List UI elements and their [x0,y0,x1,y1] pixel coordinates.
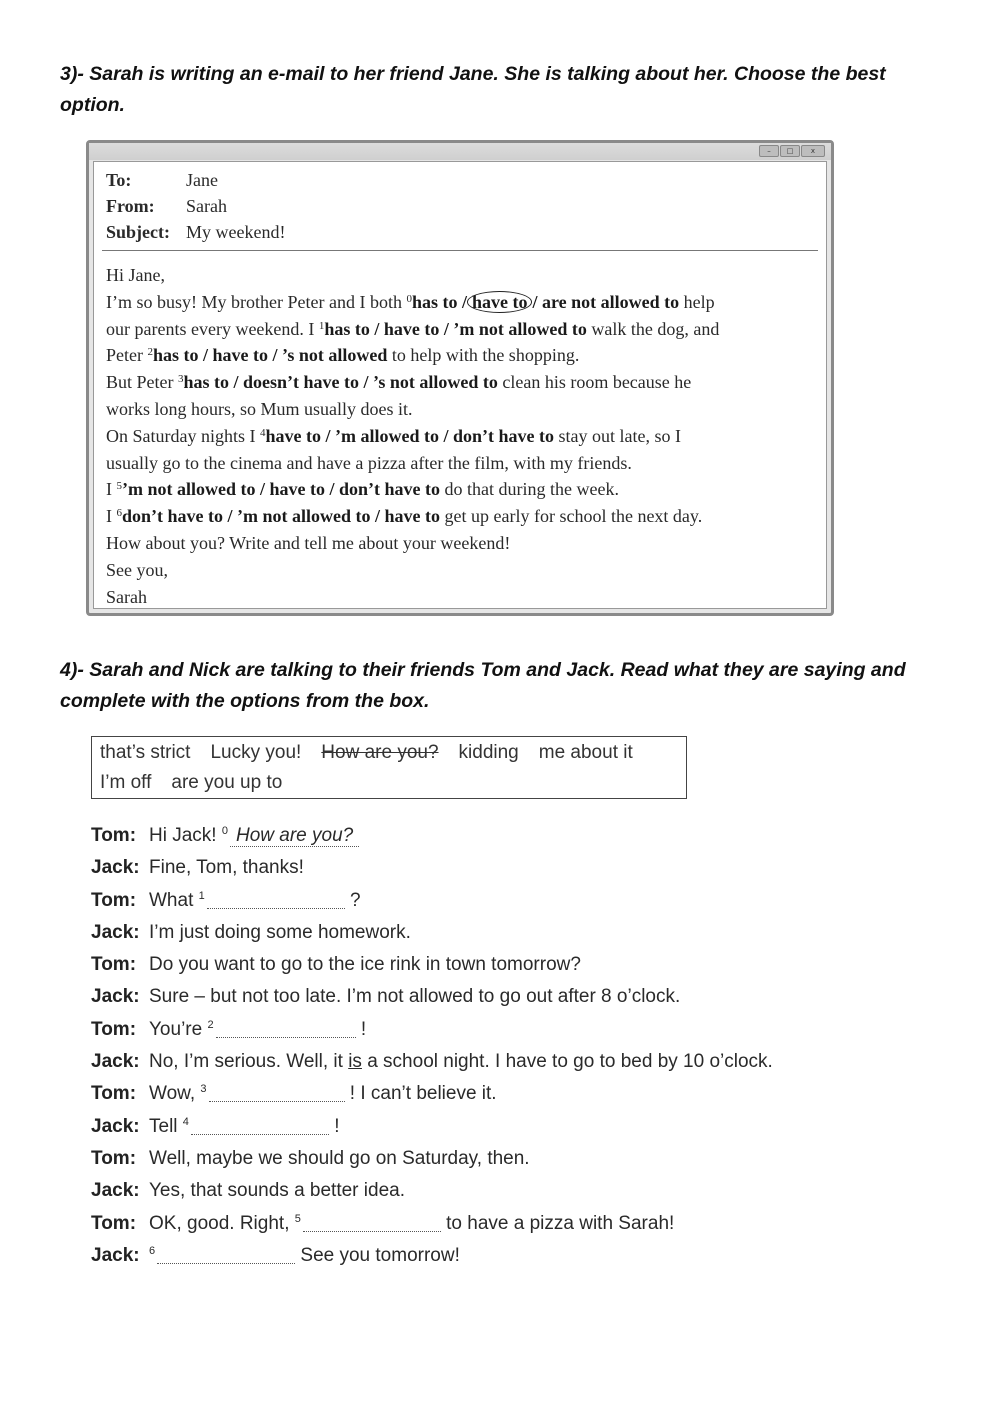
maximize-icon[interactable]: □ [780,145,800,157]
dialogue-line [91,1143,831,1175]
email-from-label: From: [106,196,155,216]
close-icon[interactable]: x [801,145,825,157]
option-group: has to / [411,291,467,312]
dialogue-line [91,820,831,852]
text: You’re [149,1018,208,1040]
text: to help with the shopping. [387,345,580,366]
line-text: Yes, that sounds a better idea. [149,1180,405,1202]
option-group[interactable]: ’m not allowed to / have to / don’t have to [122,479,440,500]
email-window [86,140,834,616]
item-number: 0 [406,292,412,305]
option-group[interactable]: has to / doesn’t have to / ’s not allowed to [183,372,498,393]
text: I [106,479,117,500]
dialogue-line [91,1014,831,1046]
speaker: Tom: [91,825,137,846]
option-group[interactable]: has to / have to / ’s not allowed [152,345,388,366]
line-text: I’m just doing some homework. [149,921,411,943]
answer-blank[interactable] [209,1081,345,1102]
speaker: Tom: [91,889,137,911]
dialogue [91,820,831,1272]
email-greeting: Hi Jane, [106,265,165,285]
text: See you tomorrow! [295,1244,460,1266]
text: ! [328,1115,340,1137]
text: No, I’m serious. Well, it [149,1051,349,1073]
line-text: Do you want to go to the ice rink in town tomorrow? [149,954,581,976]
line-text: Fine, Tom, thanks! [149,857,304,879]
underlined-word: is [348,1051,362,1073]
item-number: 5 [116,480,122,493]
option-item[interactable]: are you up to [171,772,283,793]
speaker: Jack: [91,1115,140,1137]
speaker: Jack: [91,986,140,1008]
dialogue-line [91,1046,831,1078]
option-item[interactable]: that’s strict [100,742,191,763]
text: get up early for school the next day. [440,506,703,527]
email-from-value: Sarah [186,196,227,216]
text: I’m so busy! My brother Peter and I both [106,291,407,312]
email-line [106,423,826,450]
dialogue-line [91,1078,831,1110]
email-header-divider [102,250,818,251]
text: What [149,889,199,911]
circled-answer: have to [467,291,533,313]
dialogue-line [91,949,831,981]
text: walk the dog, and [586,318,720,339]
line-text [149,885,361,917]
email-from-row [106,196,227,217]
email-line [106,289,826,316]
option-group: / are not allowed to [532,291,680,312]
email-subject-row [106,222,285,243]
option-item[interactable]: I’m off [100,772,152,793]
email-line [106,316,826,343]
email-to-row [106,170,218,191]
email-to-label: To: [106,170,132,190]
answer-blank[interactable] [207,888,345,909]
item-number: 5 [294,1212,301,1225]
option-group[interactable]: have to / ’m allowed to / don’t have to [265,425,554,446]
speaker: Tom: [91,954,137,976]
dialogue-line [91,917,831,949]
speaker: Tom: [91,1083,137,1105]
item-number: 2 [207,1018,214,1031]
email-line: See you, [106,559,168,580]
text: Hi Jack! [149,825,222,846]
text: OK, good. Right, [149,1212,295,1234]
dialogue-line [91,1240,831,1272]
dialogue-line [91,1208,831,1240]
task4-instruction: 4)- Sarah and Nick are talking to their friends Tom and Jack. Read what they are saying and complete with the options from the box. [60,659,906,712]
answer-blank[interactable] [157,1243,295,1264]
dialogue-line [91,885,831,917]
text: to have a pizza with Sarah! [440,1212,675,1234]
speaker: Jack: [91,1244,140,1266]
text: ! [355,1018,367,1040]
text: Tell [149,1115,183,1137]
line-text [149,1078,497,1110]
item-number: 1 [198,889,205,902]
speaker: Jack: [91,1051,140,1073]
dialogue-line [91,981,831,1013]
text: a school night. I have to go to bed by 10 o’clock. [361,1051,773,1073]
dialogue-line [91,1111,831,1143]
item-number: 3 [178,373,184,386]
email-line: usually go to the cinema and have a pizza after the film, with my friends. [106,452,632,473]
text: Wow, [149,1083,201,1105]
speaker: Jack: [91,857,140,879]
line-text [149,820,359,852]
item-number: 2 [147,346,153,359]
speaker: Tom: [91,1212,137,1234]
minimize-icon[interactable]: – [759,145,779,157]
option-item[interactable]: me about it [538,742,633,763]
email-message [106,262,826,610]
answer-blank[interactable] [191,1114,329,1135]
email-line: How about you? Write and tell me about your weekend! [106,532,511,553]
dialogue-line [91,1175,831,1207]
email-signature: Sarah [106,586,147,607]
email-line: works long hours, so Mum usually does it. [106,398,413,419]
text: On Saturday nights I [106,425,260,446]
line-text [149,1046,773,1078]
line-text [149,1111,339,1143]
window-titlebar [89,143,831,160]
email-line [106,503,826,530]
option-item[interactable]: Lucky you! [210,742,302,763]
item-number: 4 [259,426,266,439]
email-to-value: Jane [186,170,218,190]
dialogue-line [91,852,831,884]
text: Peter [106,345,148,366]
option-item[interactable]: kidding [458,742,519,763]
window-controls [759,145,825,157]
option-item-used: How are you? [321,742,439,763]
text: our parents every weekend. I [106,318,319,339]
speaker: Jack: [91,921,140,943]
options-row [100,738,653,768]
speaker: Tom: [91,1147,137,1169]
item-number: 3 [200,1083,207,1096]
email-subject-value: My weekend! [186,222,286,242]
email-line [106,342,826,369]
line-text: Sure – but not too late. I’m not allowed to go out after 8 o’clock. [149,986,681,1008]
text: ? [344,889,361,911]
speaker: Jack: [91,1180,140,1202]
task3-instruction: 3)- Sarah is writing an e-mail to her friend Jane. She is talking about her. Choose the best option. [60,63,886,116]
text: do that during the week. [440,479,619,500]
line-text [149,1240,460,1272]
text: clean his room because he [497,372,692,393]
text: help [679,291,715,312]
item-number: 6 [149,1244,156,1257]
item-number: 4 [182,1115,189,1128]
answer-blank[interactable] [303,1211,441,1232]
example-answer: How are you? [230,825,359,847]
email-body [93,161,827,609]
line-text [149,1208,674,1240]
item-number: 6 [116,507,122,520]
option-group[interactable]: don’t have to / ’m not allowed to / have to [122,506,440,527]
text: ! I can’t believe it. [344,1083,497,1105]
email-line [106,369,826,396]
item-number: 0 [221,825,228,837]
option-group[interactable]: has to / have to / ’m not allowed to [324,318,587,339]
options-row [100,768,302,798]
text: But Peter [106,372,178,393]
line-text: Well, maybe we should go on Saturday, then. [149,1147,530,1169]
text: I [106,506,117,527]
email-subject-label: Subject: [106,222,170,242]
item-number: 1 [318,319,325,332]
email-line [106,476,826,503]
options-box [91,736,687,799]
line-text [149,1014,366,1046]
text: stay out late, so I [553,425,681,446]
answer-blank[interactable] [216,1017,356,1038]
speaker: Tom: [91,1018,137,1040]
